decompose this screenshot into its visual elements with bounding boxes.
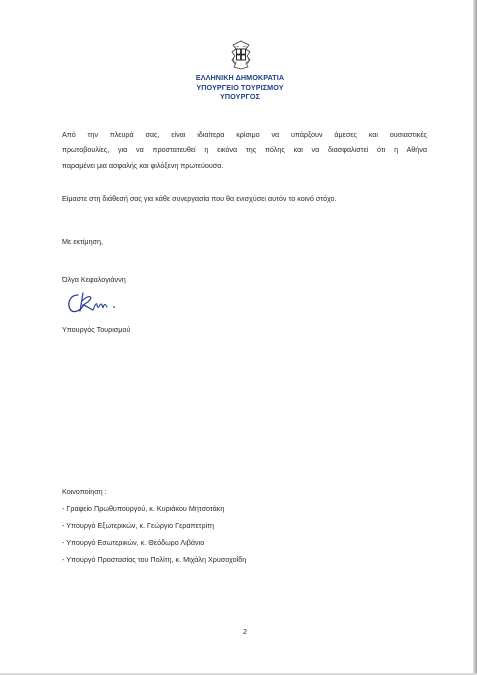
cc-heading: Κοινοποίηση : (62, 487, 107, 496)
body-paragraph-2: Είμαστε στη διάθεσή σας για κάθε συνεργασία που θα ενισχύσει αυτόν το κοινό στόχο. (62, 194, 337, 203)
header-line-ministry: ΥΠΟΥΡΓΕΙΟ ΤΟΥΡΙΣΜΟΥ (196, 82, 284, 92)
handwritten-signature-icon (64, 289, 144, 315)
signatory-name: Όλγα Κεφαλογιάννη (62, 275, 126, 284)
hellenic-coat-of-arms-icon (228, 40, 254, 70)
page-edge-shadow (473, 0, 477, 675)
cc-list-item: - Υπουργό Προστασίας του Πολίτη, κ. Μιχάλη Χρυσοχοΐδη (62, 555, 247, 564)
cc-list-item: - Γραφείο Πρωθυπουργού, κ. Κυριάκου Μητσοτάκη (62, 504, 225, 513)
cc-list-item: - Υπουργό Εσωτερικών, κ. Θεόδωρο Λιβάνιο (62, 538, 205, 547)
body-paragraph-1-line-3: παραμένει μια ασφαλής και φιλόξενη πρωτεύουσα. (62, 161, 224, 170)
page-number: 2 (243, 627, 247, 636)
body-paragraph-1-line-2: πρωτοβουλίες, για να προστατευθεί η εικόνα της πόλης και να διασφαλιστεί ότι η Αθήνα (62, 145, 427, 154)
header-line-minister: ΥΠΟΥΡΓΟΣ (220, 92, 260, 101)
cc-list-item: - Υπουργό Εξωτερικών, κ. Γεώργιο Γεραπετρίτη (62, 521, 215, 530)
header-line-republic: ΕΛΛΗΝΙΚΗ ΔΗΜΟΚΡΑΤΙΑ (195, 73, 285, 82)
signatory-title: Υπουργός Τουρισμού (62, 325, 131, 334)
body-paragraph-1-line-1: Από την πλευρά σας, είναι ιδιαίτερα κρίσιμο να υπάρξουν άμεσες και ουσιαστικές (62, 130, 427, 139)
closing-salutation: Με εκτίμηση, (62, 237, 103, 246)
